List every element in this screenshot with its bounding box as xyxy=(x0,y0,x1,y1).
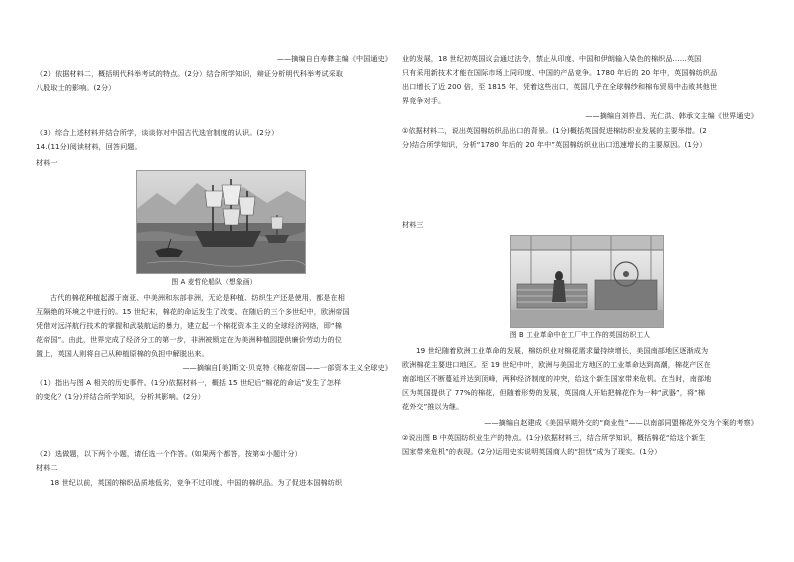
paragraph-line: 互隔绝的环境之中进行的。15 世纪末，棉花的命运发生了改变。在随后的三个多世纪中，欧洲帝国 xyxy=(36,307,350,316)
paragraph-line: 欧洲棉花主要进口地区。至 19 世纪中叶，欧洲与美国北方地区的工业革命达到高潮，棉花产区在 xyxy=(402,360,711,369)
left-column xyxy=(36,0,392,562)
paragraph-line: 界竞争对手。 xyxy=(402,96,446,105)
paragraph-line: 古代的棉花种植起源于南亚、中美洲和东部非洲，无论是种植、纺织生产还是使用，都是在相 xyxy=(50,293,345,302)
material-label: 材料三 xyxy=(402,220,424,229)
paragraph-line: 19 世纪随着欧洲工业革命的发展，棉纺织业对棉花需求量持续增长，美国南部地区逐渐成为 xyxy=(416,346,709,355)
paragraph-line: 花外交”推以为继。 xyxy=(402,402,464,411)
question-line: 八股取士的影响。(2分） xyxy=(36,83,116,92)
paragraph-line: 出口增长了近 200 倍，至 1815 年，凭着这些出口，英国几乎在全球棉纱和棉布贸易中击败其他世 xyxy=(402,82,718,91)
source-citation: ——摘编自刘祚昌、光仁洪、韩承文主编《世界通史》 xyxy=(585,111,758,120)
question-line: （3）综合上述材料并结合所学，谈谈你对中国古代选官制度的认识。(2分） xyxy=(36,128,279,137)
figure-a-caption: 图 A 麦哲伦船队（想象画） xyxy=(171,278,257,286)
ship-illustration xyxy=(137,171,305,273)
question-line: 国家带来危机”的表现。(2分)运用史实说明英国商人的“担忧”成为了现实。(1分） xyxy=(402,447,662,456)
figure-a-ships-image xyxy=(136,170,306,274)
figure-b-factory-image xyxy=(510,235,664,328)
question-line: （2）依据材料二，概括明代科举考试的特点。(2分）结合所学知识，辩证分析明代科举考试采取 xyxy=(36,69,344,78)
question-line: 分)结合所学知识，分析“1780 年后的 20 年中”英国棉纺织业出口迅速增长的主要原因。(1分） xyxy=(402,140,707,149)
right-column xyxy=(402,0,758,562)
material-label: 材料一 xyxy=(36,158,58,167)
paragraph-line: 业的发展，18 世纪初英国议会通过法令，禁止从印度、中国和伊朗输入染色的棉织品……英国 xyxy=(402,54,702,63)
paragraph-line: 置上，英国人则将自己从种植原棉的负担中解脱出来。 xyxy=(36,349,209,358)
paragraph-line: 凭借对远洋航行技术的掌握和武装航运的暴力，建立起一个棉花资本主义的全球经济网络，即“棉 xyxy=(36,321,342,330)
question-heading: 14.(11分)阅读材料，回答问题。 xyxy=(36,142,142,151)
source-citation: ——摘编自赵建成《美国早期外交的“商业性”——以南部同盟棉花外交为个案的考察》 xyxy=(484,418,758,427)
source-citation: ——摘编自[美]斯文·贝克特《棉花帝国——一部资本主义全球史》 xyxy=(182,363,392,372)
question-line: ②说出图 B 中英国纺织业生产的特点。(1分)依据材料三，结合所学知识，概括棉花“给这个新生 xyxy=(402,433,706,442)
paragraph-line: 只有采用新技术才能在国际市场上同印度、中国的产品竞争。1780 年后的 20 年中，英国棉纺织品 xyxy=(402,68,718,77)
paragraph-line: 区为英国提供了 77%的棉花，但随着形势的发展，英国商人开始把棉花作为一种“武器”，将“棉 xyxy=(402,388,706,397)
question-line: ①依据材料二，说出英国棉纺织品出口的背景。(1分)概括英国促进棉纺织业发展的主要举措。(2 xyxy=(402,126,707,135)
paragraph-line: 18 世纪以前，英国的棉织品质地低劣，竞争不过印度、中国的棉织品。为了促进本国棉纺织 xyxy=(50,478,343,487)
question-line: 的变化？(1分)并结合所学知识，分析其影响。(2分） xyxy=(36,392,205,401)
figure-b-caption: 图 B 工业革命中在工厂中工作的英国纺织工人 xyxy=(509,331,651,339)
material-label: 材料二 xyxy=(36,463,58,472)
source-citation: ——摘编自白寿彝主编《中国通史》 xyxy=(276,54,392,63)
paragraph-line: 南部地区不断蔓延并达到顶峰，两种经济制度的冲突，给这个新生国家带来危机。在当时，南部地 xyxy=(402,374,712,383)
paragraph-line: 花帝国”。由此，世界完成了经济分工的第一步，非洲被锁定在为美洲种植园提供廉价劳动力的位 xyxy=(36,335,342,344)
factory-illustration xyxy=(511,236,663,327)
question-line: （1）指出与图 A 相关的历史事件。(1分)依据材料一，概括 15 世纪后“棉花的命运”发生了怎样 xyxy=(36,378,342,387)
question-line: （2）选做题，以下两个小题，请任选一个作答。(如果两个都答，按第①小题计分） xyxy=(36,449,302,458)
